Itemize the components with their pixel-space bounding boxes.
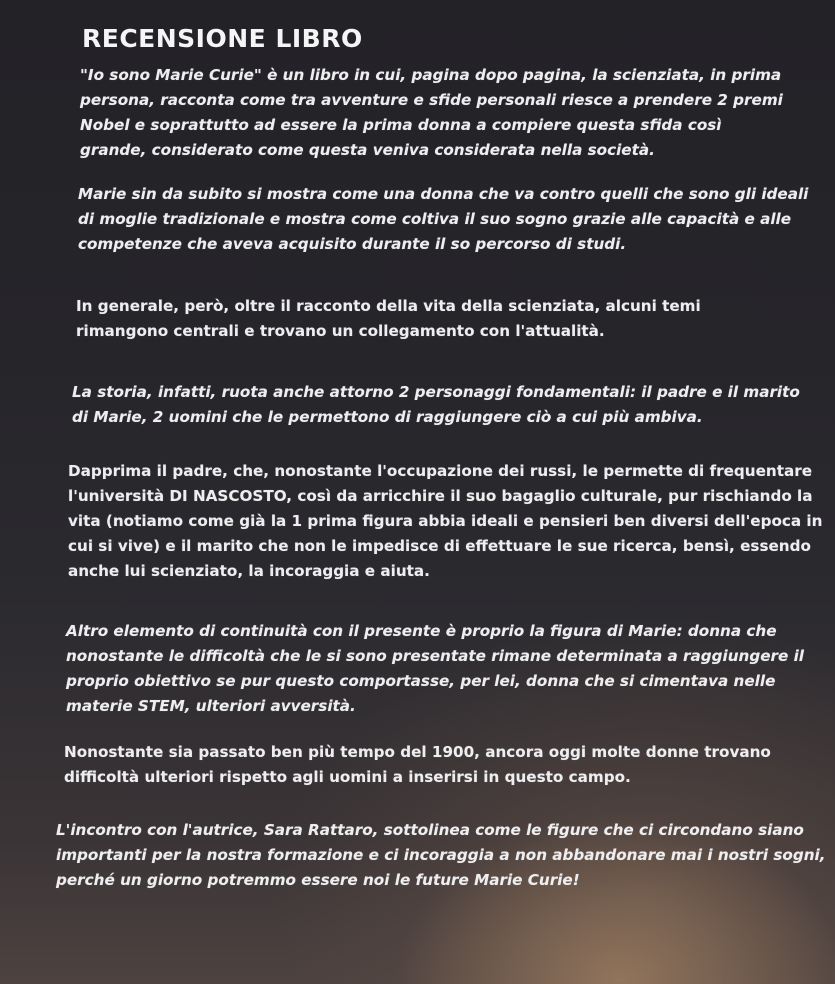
page-title: RECENSIONE LIBRO <box>82 24 363 53</box>
paragraph-themes: In generale, però, oltre il racconto della vita della scienziata, alcuni temi rimangono centrali e trovano un collegamento con l'attualità. <box>76 297 701 340</box>
paragraph-continuity: Altro elemento di continuità con il presente è proprio la figura di Marie: donna che nonostante le difficoltà che le si sono presentate rimane determinata a raggiungere il proprio obiettivo se pur questo comportasse, per lei, donna che si cimentava nelle materie STEM, ulteriori avversità. <box>66 622 804 715</box>
paragraph-father-husband: Dapprima il padre, che, nonostante l'occupazione dei russi, le permette di frequentare l'università DI NASCOSTO, così da arricchire il suo bagaglio culturale, pur rischiando la vita (notiamo come già la 1 prima figura abbia ideali e pensieri ben diversi dell'epoca in cui si vive) e il marito che non le impedisce di effettuare le sue ricerca, bensì, essendo anche lui scienziato, la incoraggia e aiuta. <box>68 462 823 580</box>
paragraph-today: Nonostante sia passato ben più tempo del 1900, ancora oggi molte donne trovano difficoltà ulteriori rispetto agli uomini a inserirsi in questo campo. <box>64 743 771 786</box>
paragraph-author-meeting: L'incontro con l'autrice, Sara Rattaro, sottolinea come le figure che ci circondano siano importanti per la nostra formazione e ci incoraggia a non abbandonare mai i nostri sogni, perché un giorno potremmo essere noi le future Marie Curie! <box>56 821 826 889</box>
paragraph-characters: La storia, infatti, ruota anche attorno 2 personaggi fondamentali: il padre e il marito di Marie, 2 uomini che le permettono di raggiungere ciò a cui più ambiva. <box>72 383 800 426</box>
paragraph-intro: "Io sono Marie Curie" è un libro in cui, pagina dopo pagina, la scienziata, in prima persona, racconta come tra avventure e sfide personali riesce a prendere 2 premi Nobel e soprattutto ad essere la prima donna a compiere questa sfida così grande, considerato come questa veniva considerata nella società. <box>80 66 783 159</box>
paragraph-marie-ideals: Marie sin da subito si mostra come una donna che va contro quelli che sono gli ideali di moglie tradizionale e mostra come coltiva il suo sogno grazie alle capacità e alle competenze che aveva acquisito durante il so percorso di studi. <box>78 185 809 253</box>
